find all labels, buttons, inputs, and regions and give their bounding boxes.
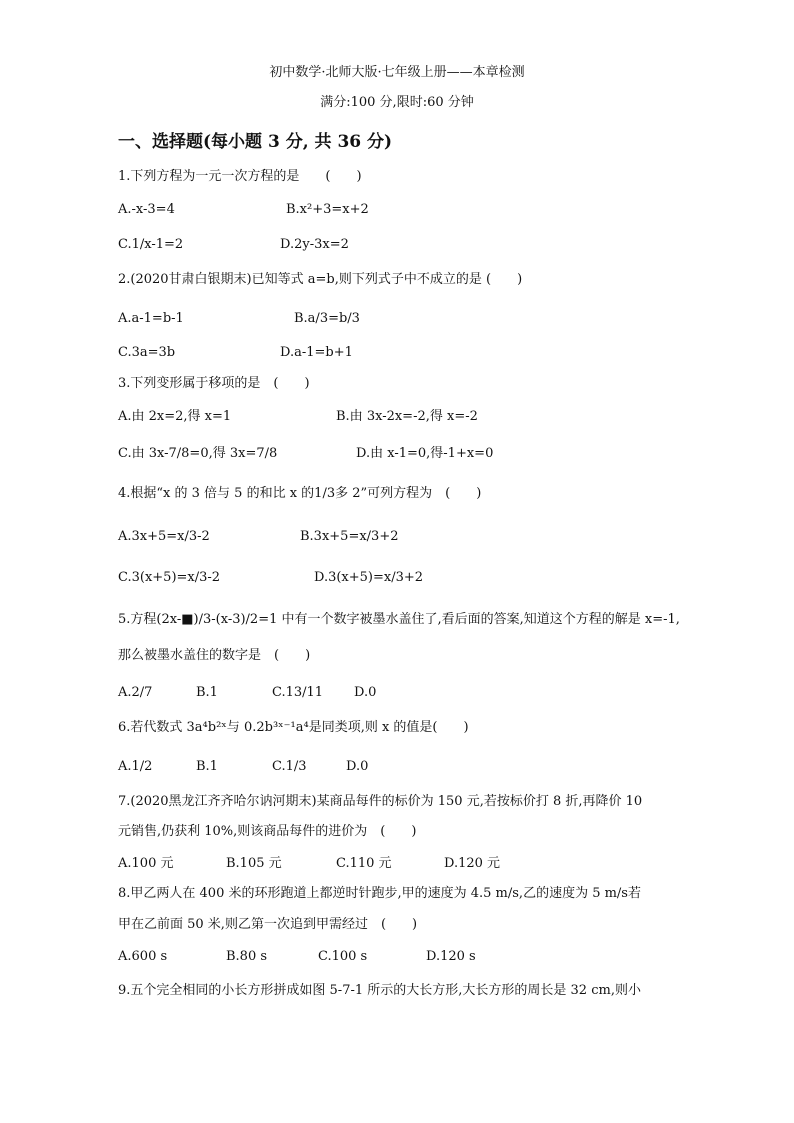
q4-option-d: D.3(x+5)=x/3+2 (314, 570, 424, 585)
q1-option-c: C.1/x-1=2 (118, 237, 184, 252)
question-4-stem: 4.根据“x 的 3 倍与 5 的和比 x 的1/3多 2”可列方程为 ( ) (118, 486, 482, 501)
q4-option-b: B.3x+5=x/3+2 (300, 529, 399, 544)
q6-option-b: B.1 (196, 759, 218, 774)
question-3-stem: 3.下列变形属于移项的是 ( ) (118, 376, 310, 391)
q2-option-d: D.a-1=b+1 (280, 345, 353, 360)
question-9-stem-line-1: 9.五个完全相同的小长方形拼成如图 5-7-1 所示的大长方形,大长方形的周长是 32 cm,则小 (118, 983, 641, 998)
q2-option-c: C.3a=3b (118, 345, 176, 360)
question-5-stem-line-1: 5.方程(2x-■)/3-(x-3)/2=1 中有一个数字被墨水盖住了,看后面的答案,知道这个方程的解是 x=-1, (118, 612, 680, 627)
q7-option-c: C.110 元 (336, 856, 392, 871)
section-heading: 一、选择题(每小题 3 分, 共 36 分) (118, 132, 393, 152)
question-1-stem: 1.下列方程为一元一次方程的是 ( ) (118, 169, 362, 184)
page-title: 初中数学·北师大版·七年级上册——本章检测 (269, 65, 525, 80)
q8-option-a: A.600 s (118, 949, 168, 964)
q6-option-a: A.1/2 (118, 759, 153, 774)
q1-option-b: B.x²+3=x+2 (286, 202, 369, 217)
q8-option-d: D.120 s (426, 949, 476, 964)
q4-option-a: A.3x+5=x/3-2 (118, 529, 210, 544)
q6-option-d: D.0 (346, 759, 369, 774)
q8-option-c: C.100 s (318, 949, 368, 964)
q7-option-d: D.120 元 (444, 856, 501, 871)
question-7-stem-line-1: 7.(2020黑龙江齐齐哈尔讷河期末)某商品每件的标价为 150 元,若按标价打 8 折,再降价 10 (118, 794, 643, 809)
q1-option-d: D.2y-3x=2 (280, 237, 349, 252)
question-5-stem-line-2: 那么被墨水盖住的数字是 ( ) (118, 648, 311, 663)
q5-option-a: A.2/7 (118, 685, 153, 700)
q6-option-c: C.1/3 (272, 759, 307, 774)
q1-option-a: A.-x-3=4 (118, 202, 175, 217)
q2-option-a: A.a-1=b-1 (118, 311, 184, 326)
q2-option-b: B.a/3=b/3 (294, 311, 360, 326)
q3-option-c: C.由 3x-7/8=0,得 3x=7/8 (118, 446, 278, 461)
question-7-stem-line-2: 元销售,仍获利 10%,则该商品每件的进价为 ( ) (118, 824, 417, 839)
q5-option-b: B.1 (196, 685, 218, 700)
q7-option-a: A.100 元 (118, 856, 174, 871)
q3-option-a: A.由 2x=2,得 x=1 (118, 409, 232, 424)
question-2-stem: 2.(2020甘肃白银期末)已知等式 a=b,则下列式子中不成立的是 ( ) (118, 272, 523, 287)
q7-option-b: B.105 元 (226, 856, 282, 871)
question-6-stem: 6.若代数式 3a⁴b²ˣ与 0.2b³ˣ⁻¹a⁴是同类项,则 x 的值是( ) (118, 720, 469, 735)
q3-option-d: D.由 x-1=0,得-1+x=0 (356, 446, 494, 461)
question-8-stem-line-1: 8.甲乙两人在 400 米的环形跑道上都逆时针跑步,甲的速度为 4.5 m/s,乙的速度为 5 m/s若 (118, 886, 641, 901)
q4-option-c: C.3(x+5)=x/3-2 (118, 570, 221, 585)
question-8-stem-line-2: 甲在乙前面 50 米,则乙第一次追到甲需经过 ( ) (118, 917, 418, 932)
q8-option-b: B.80 s (226, 949, 268, 964)
q5-option-d: D.0 (354, 685, 377, 700)
page-subtitle: 满分:100 分,限时:60 分钟 (320, 95, 474, 110)
q5-option-c: C.13/11 (272, 685, 324, 700)
q3-option-b: B.由 3x-2x=-2,得 x=-2 (336, 409, 478, 424)
